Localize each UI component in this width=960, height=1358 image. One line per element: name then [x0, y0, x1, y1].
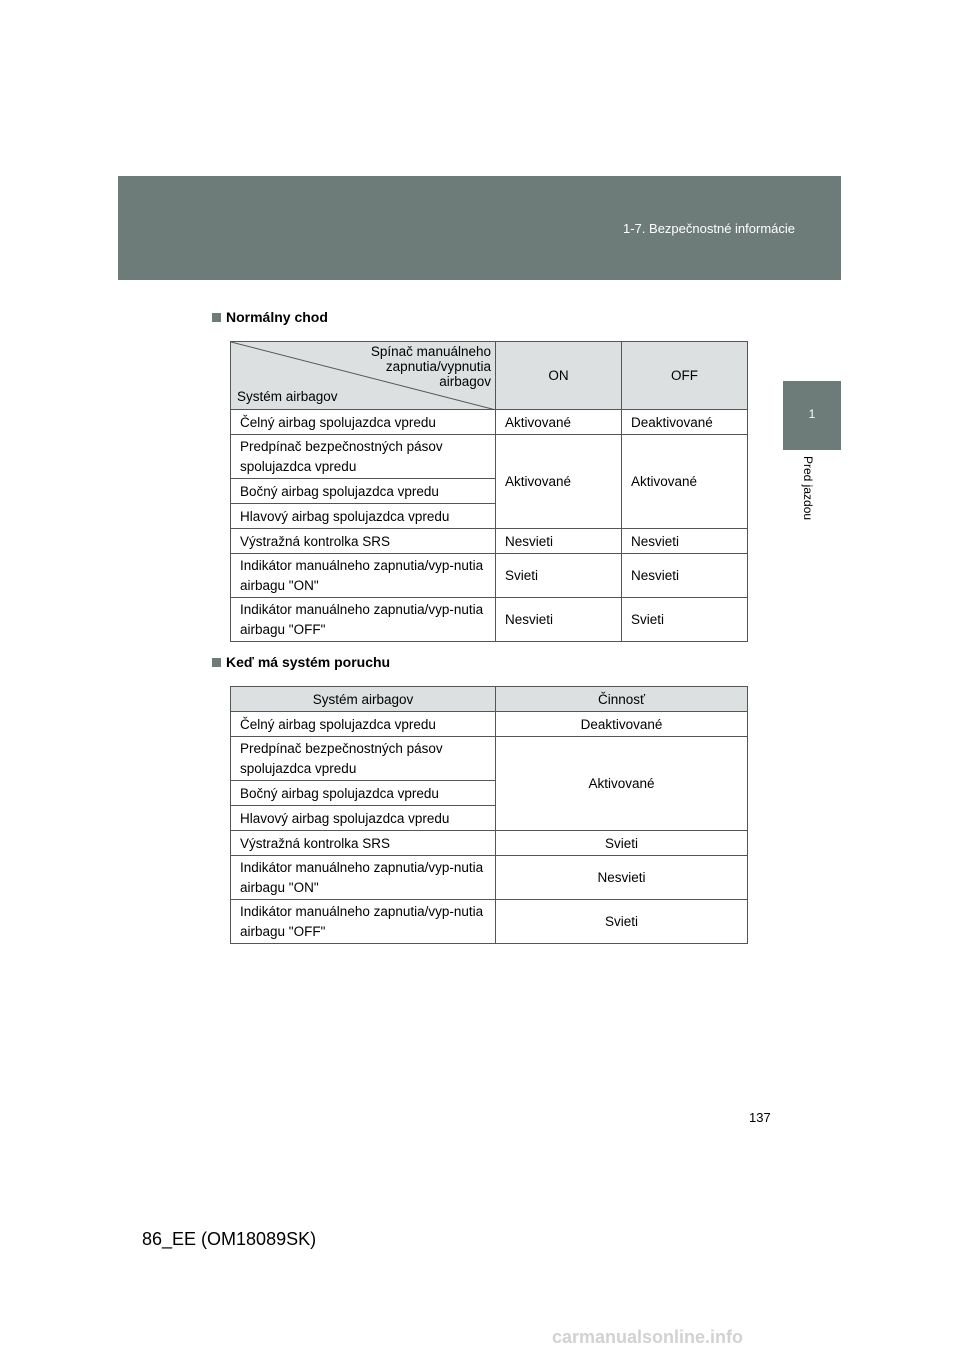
- bullet-square-icon: [212, 313, 221, 322]
- header-system: Systém airbagov: [231, 687, 496, 712]
- row-label: Výstražná kontrolka SRS: [231, 831, 496, 856]
- header-off: OFF: [622, 342, 748, 410]
- document-code: 86_EE (OM18089SK): [142, 1229, 317, 1249]
- header-system-label: Systém airbagov: [237, 389, 338, 404]
- row-label: Čelný airbag spolujazdca vpredu: [231, 410, 496, 435]
- table-row: [231, 737, 748, 781]
- failure-table: [230, 686, 748, 944]
- header-band: [118, 176, 841, 280]
- cell-value: Svieti: [496, 900, 748, 944]
- table-row: [231, 856, 748, 900]
- watermark: carmanualsonline.info: [552, 1327, 744, 1347]
- row-label: Indikátor manuálneho zapnutia/vyp-nutia airbagu "OFF": [231, 900, 496, 944]
- cell-off: Deaktivované: [622, 410, 748, 435]
- cell-on: Nesvieti: [496, 529, 622, 554]
- page-number: 137: [749, 1110, 771, 1125]
- cell-value: Nesvieti: [496, 856, 748, 900]
- section-title: 1-7. Bezpečnostné informácie: [623, 221, 795, 236]
- row-label: Výstražná kontrolka SRS: [231, 529, 496, 554]
- row-label: Indikátor manuálneho zapnutia/vyp-nutia airbagu "ON": [231, 554, 496, 598]
- heading-text: Keď má systém poruchu: [226, 654, 391, 670]
- row-label: Hlavový airbag spolujazdca vpredu: [231, 806, 496, 831]
- table-row: [231, 831, 748, 856]
- cell-on: Aktivované: [496, 410, 622, 435]
- table-row: [231, 900, 748, 944]
- row-label: Bočný airbag spolujazdca vpredu: [231, 479, 496, 504]
- cell-on: Nesvieti: [496, 598, 622, 642]
- row-label: Predpínač bezpečnostných pásov spolujazdca vpredu: [231, 737, 496, 781]
- cell-on: Aktivované: [496, 435, 622, 529]
- cell-off: Aktivované: [622, 435, 748, 529]
- normal-operation-table: [230, 341, 748, 642]
- cell-off: Nesvieti: [622, 554, 748, 598]
- row-label: Čelný airbag spolujazdca vpredu: [231, 712, 496, 737]
- diagonal-header-cell: [231, 342, 496, 410]
- header-switch-label: Spínač manuálneho zapnutia/vypnutia airbagov: [370, 344, 491, 389]
- table-row: [231, 435, 748, 479]
- cell-value: Aktivované: [496, 737, 748, 831]
- cell-off: Svieti: [622, 598, 748, 642]
- header-action: Činnosť: [496, 687, 748, 712]
- cell-on: Svieti: [496, 554, 622, 598]
- cell-value: Svieti: [496, 831, 748, 856]
- chapter-tab: [783, 381, 841, 450]
- table-row: [231, 712, 748, 737]
- row-label: Hlavový airbag spolujazdca vpredu: [231, 504, 496, 529]
- cell-value: Deaktivované: [496, 712, 748, 737]
- heading-text: Normálny chod: [226, 309, 328, 325]
- section-heading-normal: [212, 309, 328, 325]
- chapter-number: 1: [808, 407, 816, 421]
- row-label: Indikátor manuálneho zapnutia/vyp-nutia airbagu "OFF": [231, 598, 496, 642]
- section-heading-failure: [212, 654, 390, 670]
- header-on: ON: [496, 342, 622, 410]
- bullet-square-icon: [212, 658, 221, 667]
- chapter-label: Pred jazdou: [801, 456, 815, 521]
- table-row: [231, 529, 748, 554]
- table-row: [231, 554, 748, 598]
- table-row: [231, 598, 748, 642]
- row-label: Indikátor manuálneho zapnutia/vyp-nutia airbagu "ON": [231, 856, 496, 900]
- table-row: [231, 410, 748, 435]
- row-label: Bočný airbag spolujazdca vpredu: [231, 781, 496, 806]
- row-label: Predpínač bezpečnostných pásov spolujazdca vpredu: [231, 435, 496, 479]
- cell-off: Nesvieti: [622, 529, 748, 554]
